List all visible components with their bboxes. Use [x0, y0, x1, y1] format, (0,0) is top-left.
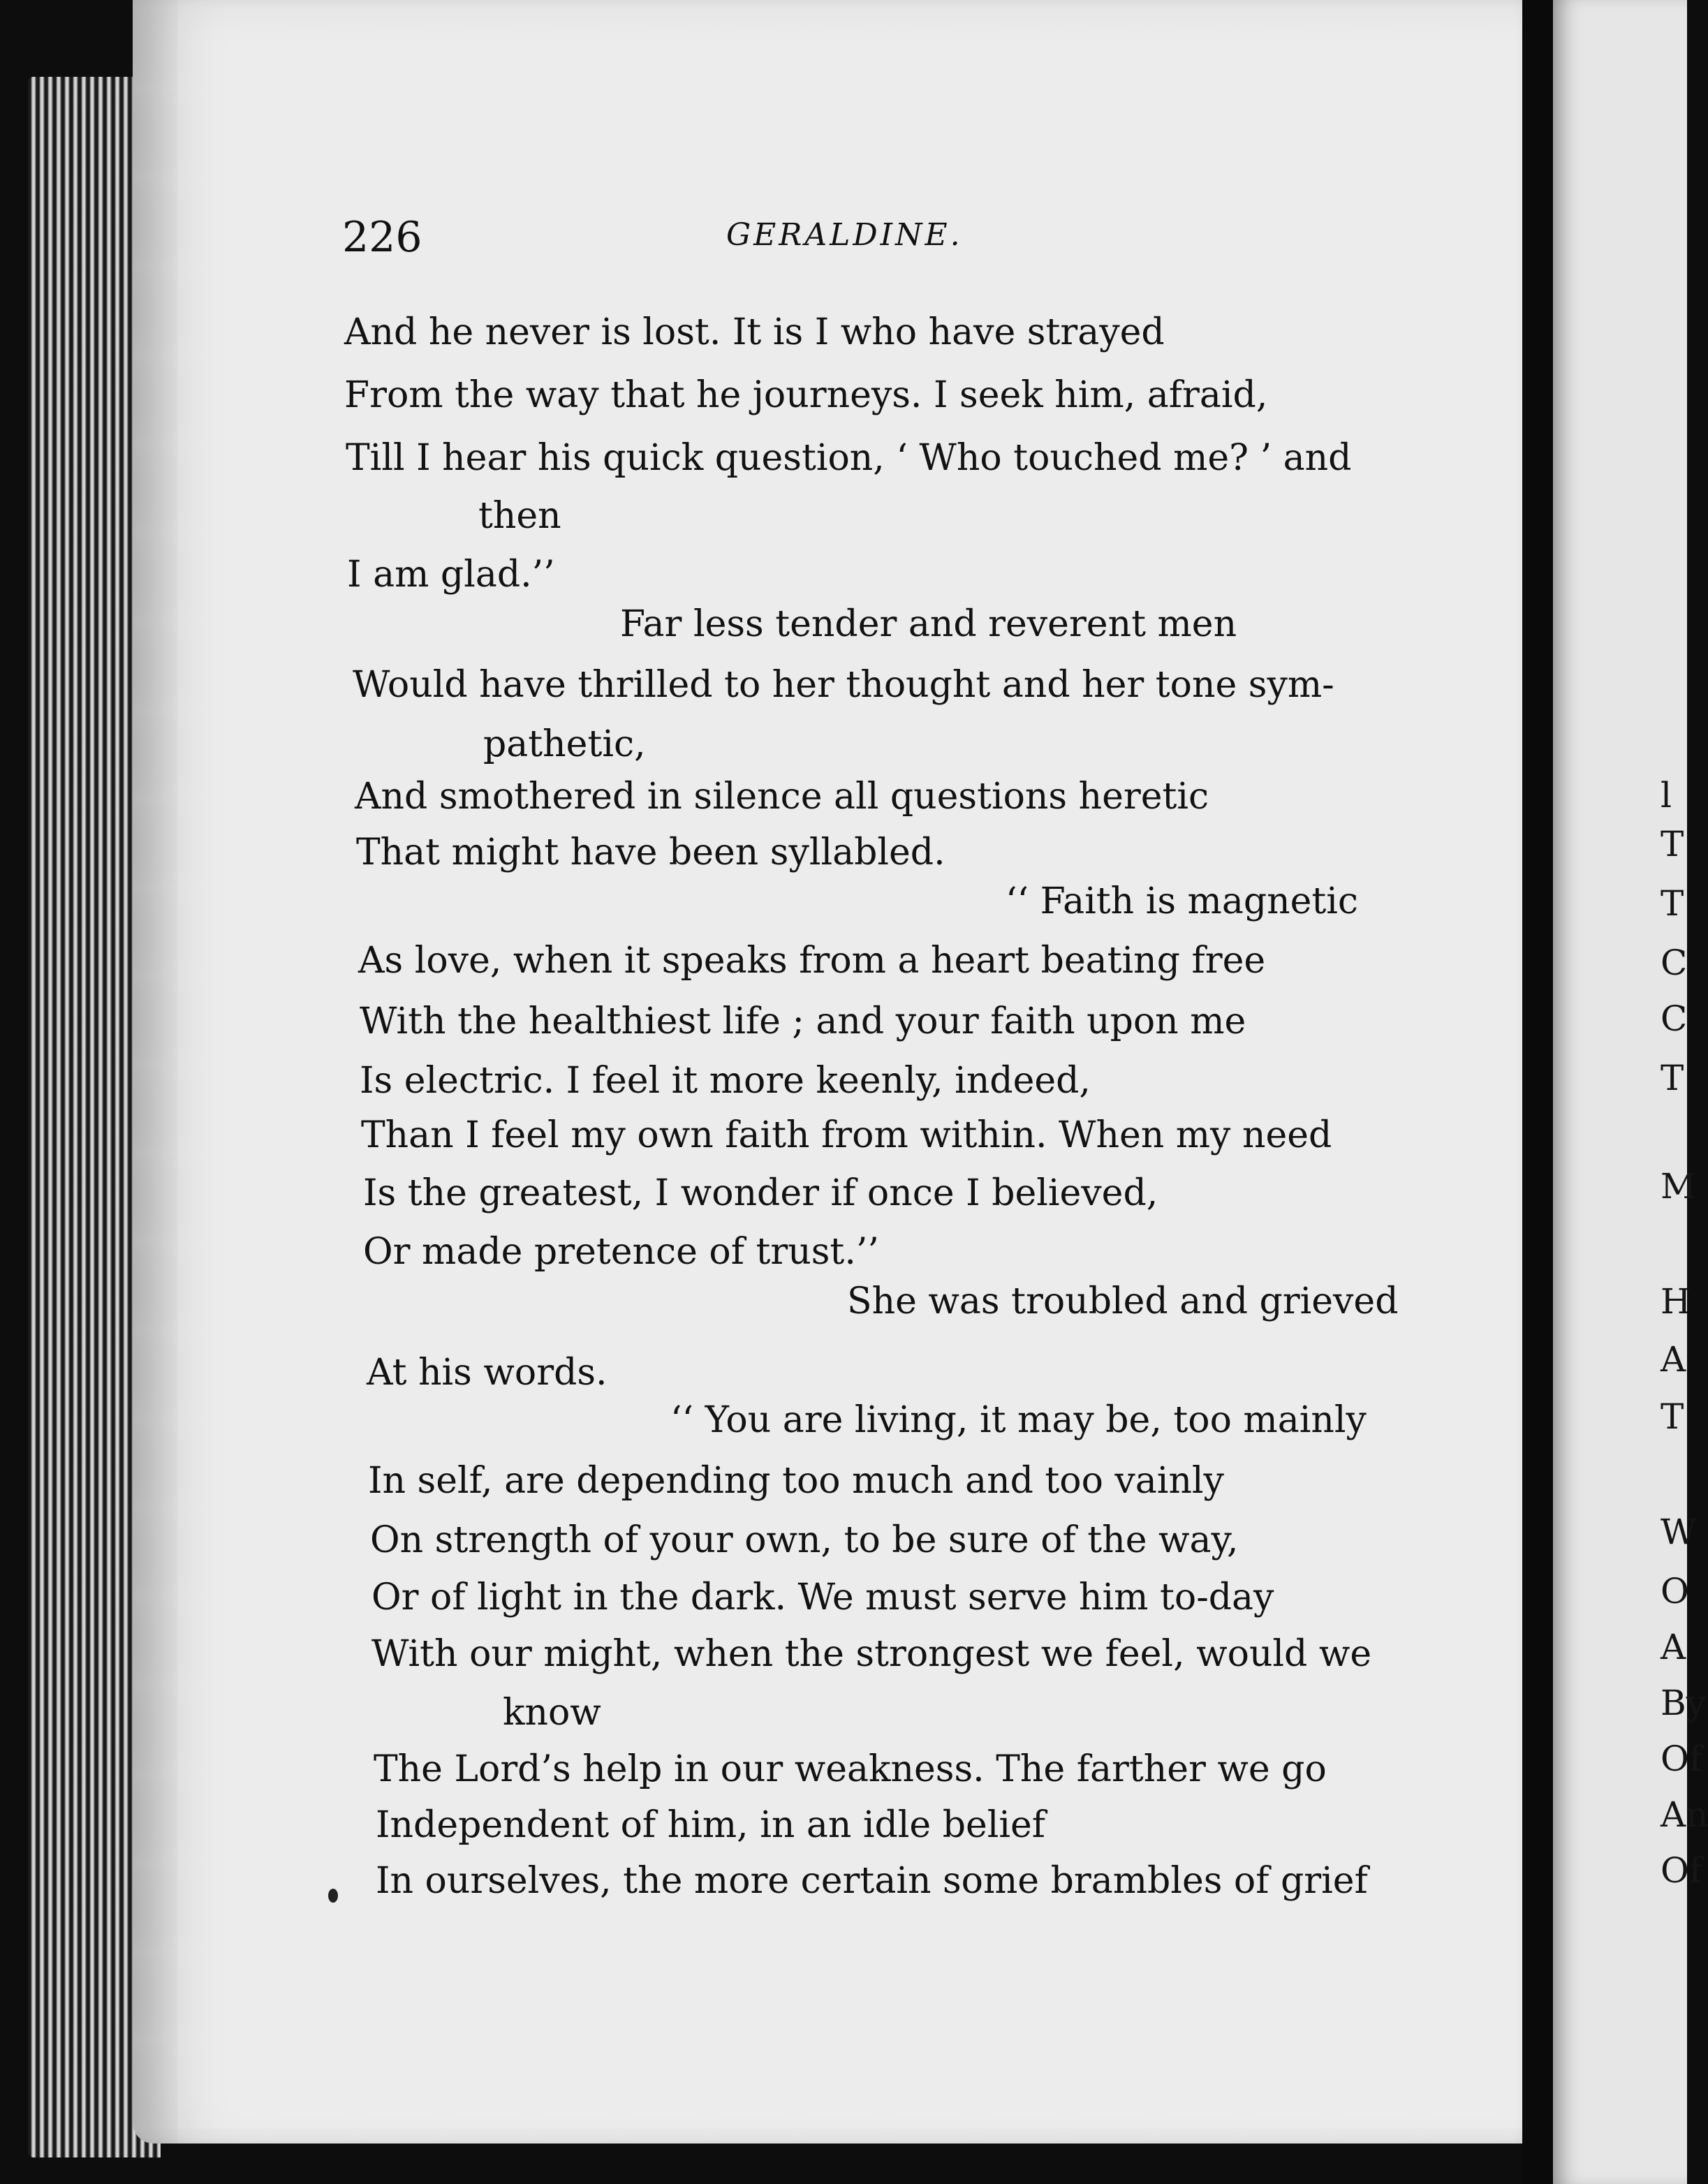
poem-line: then — [478, 495, 561, 537]
poem-line: As love, when it speaks from a heart beating free — [358, 940, 1266, 982]
facing-fragment: T — [1661, 1396, 1684, 1437]
facing-fragment: Of — [1661, 1850, 1702, 1891]
poem-line: And smothered in silence all questions heretic — [355, 776, 1209, 818]
facing-fragment: Of — [1661, 1739, 1702, 1779]
running-title: GERALDINE. — [726, 217, 963, 253]
poem-line: Or of light in the dark. We must serve him to-day — [371, 1577, 1274, 1618]
page-number: 226 — [342, 213, 422, 262]
poem-line: That might have been syllabled. — [356, 832, 945, 873]
poem-line: ‘‘ You are living, it may be, too mainly — [670, 1399, 1367, 1441]
poem-line: The Lord’s help in our weakness. The farther we go — [374, 1748, 1327, 1790]
poem-line: Is electric. I feel it more keenly, indeed, — [360, 1060, 1091, 1102]
facing-fragment: M — [1661, 1166, 1697, 1207]
ink-smudge — [328, 1889, 338, 1903]
poem-line: Or made pretence of trust.’’ — [363, 1231, 879, 1273]
facing-fragment: C — [1661, 943, 1688, 983]
poem-line: Is the greatest, I wonder if once I believed, — [363, 1172, 1158, 1214]
facing-fragment: H — [1661, 1281, 1691, 1322]
facing-fragment: W — [1661, 1512, 1697, 1552]
poem-line: And he never is lost. It is I who have strayed — [344, 311, 1165, 353]
facing-fragment: T — [1661, 883, 1684, 924]
poem-line: From the way that he journeys. I seek him, afraid, — [344, 374, 1268, 416]
poem-line: She was troubled and grieved — [847, 1281, 1399, 1322]
facing-fragment: T — [1661, 824, 1684, 864]
poem-line: With the healthiest life ; and your faith upon me — [360, 1001, 1246, 1042]
poem-line: know — [503, 1692, 601, 1734]
facing-fragment: By — [1661, 1683, 1706, 1723]
poem-line: In self, are depending too much and too vainly — [368, 1460, 1224, 1502]
facing-fragment: A — [1661, 1339, 1686, 1380]
facing-fragment: C — [1661, 998, 1688, 1039]
facing-fragment: O — [1661, 1571, 1689, 1611]
poem-line: Would have thrilled to her thought and her tone sym- — [353, 664, 1334, 706]
facing-fragment: l — [1661, 775, 1672, 816]
poem-line: Far less tender and reverent men — [620, 603, 1237, 645]
facing-fragment: T — [1661, 1058, 1684, 1098]
poem-line: Than I feel my own faith from within. When my need — [361, 1114, 1332, 1156]
poem-line: On strength of your own, to be sure of the way, — [370, 1519, 1239, 1561]
poem-line: ‘‘ Faith is magnetic — [1006, 880, 1359, 922]
poem-line: With our might, when the strongest we feel, would we — [371, 1633, 1372, 1675]
facing-fragment: A — [1661, 1627, 1686, 1667]
poem-line: In ourselves, the more certain some brambles of grief — [376, 1860, 1368, 1902]
poem-line: At his words. — [367, 1352, 608, 1394]
poem-line: Till I hear his quick question, ‘ Who touched me? ’ and — [346, 437, 1352, 479]
poem-line: I am glad.’’ — [347, 554, 555, 596]
poem-line: Independent of him, in an idle belief — [376, 1804, 1046, 1846]
facing-fragment: An — [1661, 1794, 1708, 1835]
poem-line: pathetic, — [483, 723, 646, 765]
